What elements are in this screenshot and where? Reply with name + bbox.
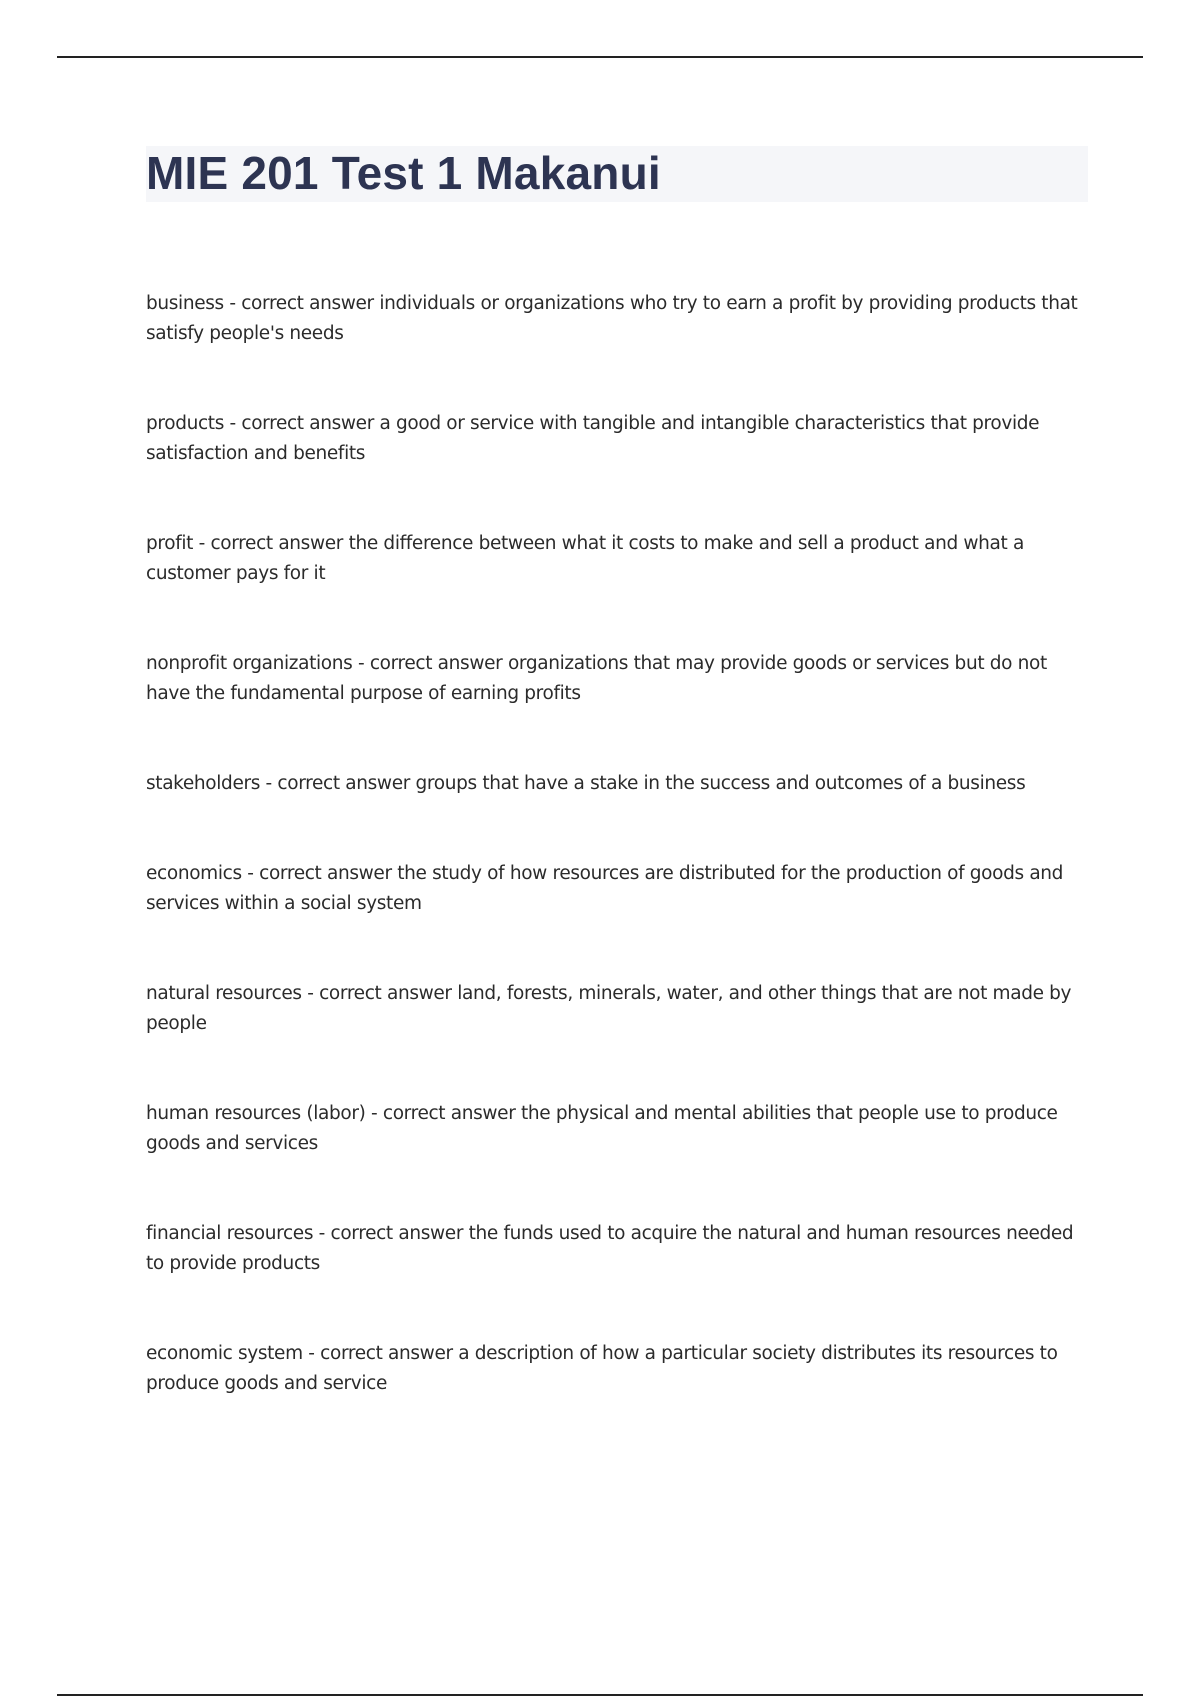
entry-separator: - correct answer (365, 1103, 521, 1124)
entry-separator: - correct answer (302, 1343, 459, 1364)
entry-separator: - correct answer (301, 983, 458, 1004)
entry-term: natural resources (146, 983, 302, 1004)
entry-economics (146, 859, 1091, 919)
entry-term: business (146, 293, 224, 314)
entry-term: economics (146, 863, 242, 884)
entry-term: stakeholders (146, 773, 261, 794)
entry-list (146, 289, 1091, 1459)
entry-term: profit (146, 533, 194, 554)
entry-natural-resources (146, 979, 1091, 1039)
entry-separator: - correct answer (223, 293, 380, 314)
entry-stakeholders (146, 769, 1091, 799)
entry-term: human resources (labor) (146, 1103, 366, 1124)
entry-term: nonprofit organizations (146, 653, 353, 674)
entry-definition: a good or service with tangible and intangible characteristics that provide satisfaction and benefits (146, 413, 1040, 464)
entry-human-resources (146, 1099, 1091, 1159)
entry-separator: - correct answer (193, 533, 349, 554)
bottom-divider (57, 1694, 1143, 1696)
entry-separator: - correct answer (260, 773, 416, 794)
entry-definition: the study of how resources are distributed for the production of goods and services within a social system (146, 863, 1064, 914)
entry-definition: land, forests, minerals, water, and other things that are not made by people (146, 983, 1072, 1034)
entry-economic-system (146, 1339, 1091, 1399)
entry-financial-resources (146, 1219, 1091, 1279)
entry-definition: a description of how a particular society distributes its resources to produce goods and service (146, 1343, 1058, 1394)
top-divider (57, 56, 1143, 58)
entry-term: economic system (146, 1343, 303, 1364)
entry-definition: groups that have a stake in the success and outcomes of a business (415, 773, 1026, 794)
entry-definition: the funds used to acquire the natural and human resources needed to provide products (146, 1223, 1074, 1274)
entry-separator: - correct answer (352, 653, 508, 674)
entry-profit (146, 529, 1091, 589)
entry-definition: the difference between what it costs to make and sell a product and what a customer pays for it (146, 533, 1024, 584)
entry-definition: organizations that may provide goods or services but do not have the fundamental purpose of earning profits (146, 653, 1047, 704)
entry-definition: individuals or organizations who try to earn a profit by providing products that satisfy people's needs (146, 293, 1078, 344)
page-title: MIE 201 Test 1 Makanui (146, 147, 661, 199)
entry-products (146, 409, 1091, 469)
entry-separator: - correct answer (241, 863, 398, 884)
entry-term: products (146, 413, 224, 434)
entry-business (146, 289, 1091, 349)
entry-nonprofit-organizations (146, 649, 1091, 709)
entry-separator: - correct answer (313, 1223, 469, 1244)
entry-definition: the physical and mental abilities that people use to produce goods and services (146, 1103, 1058, 1154)
entry-separator: - correct answer (224, 413, 380, 434)
entry-term: financial resources (146, 1223, 314, 1244)
